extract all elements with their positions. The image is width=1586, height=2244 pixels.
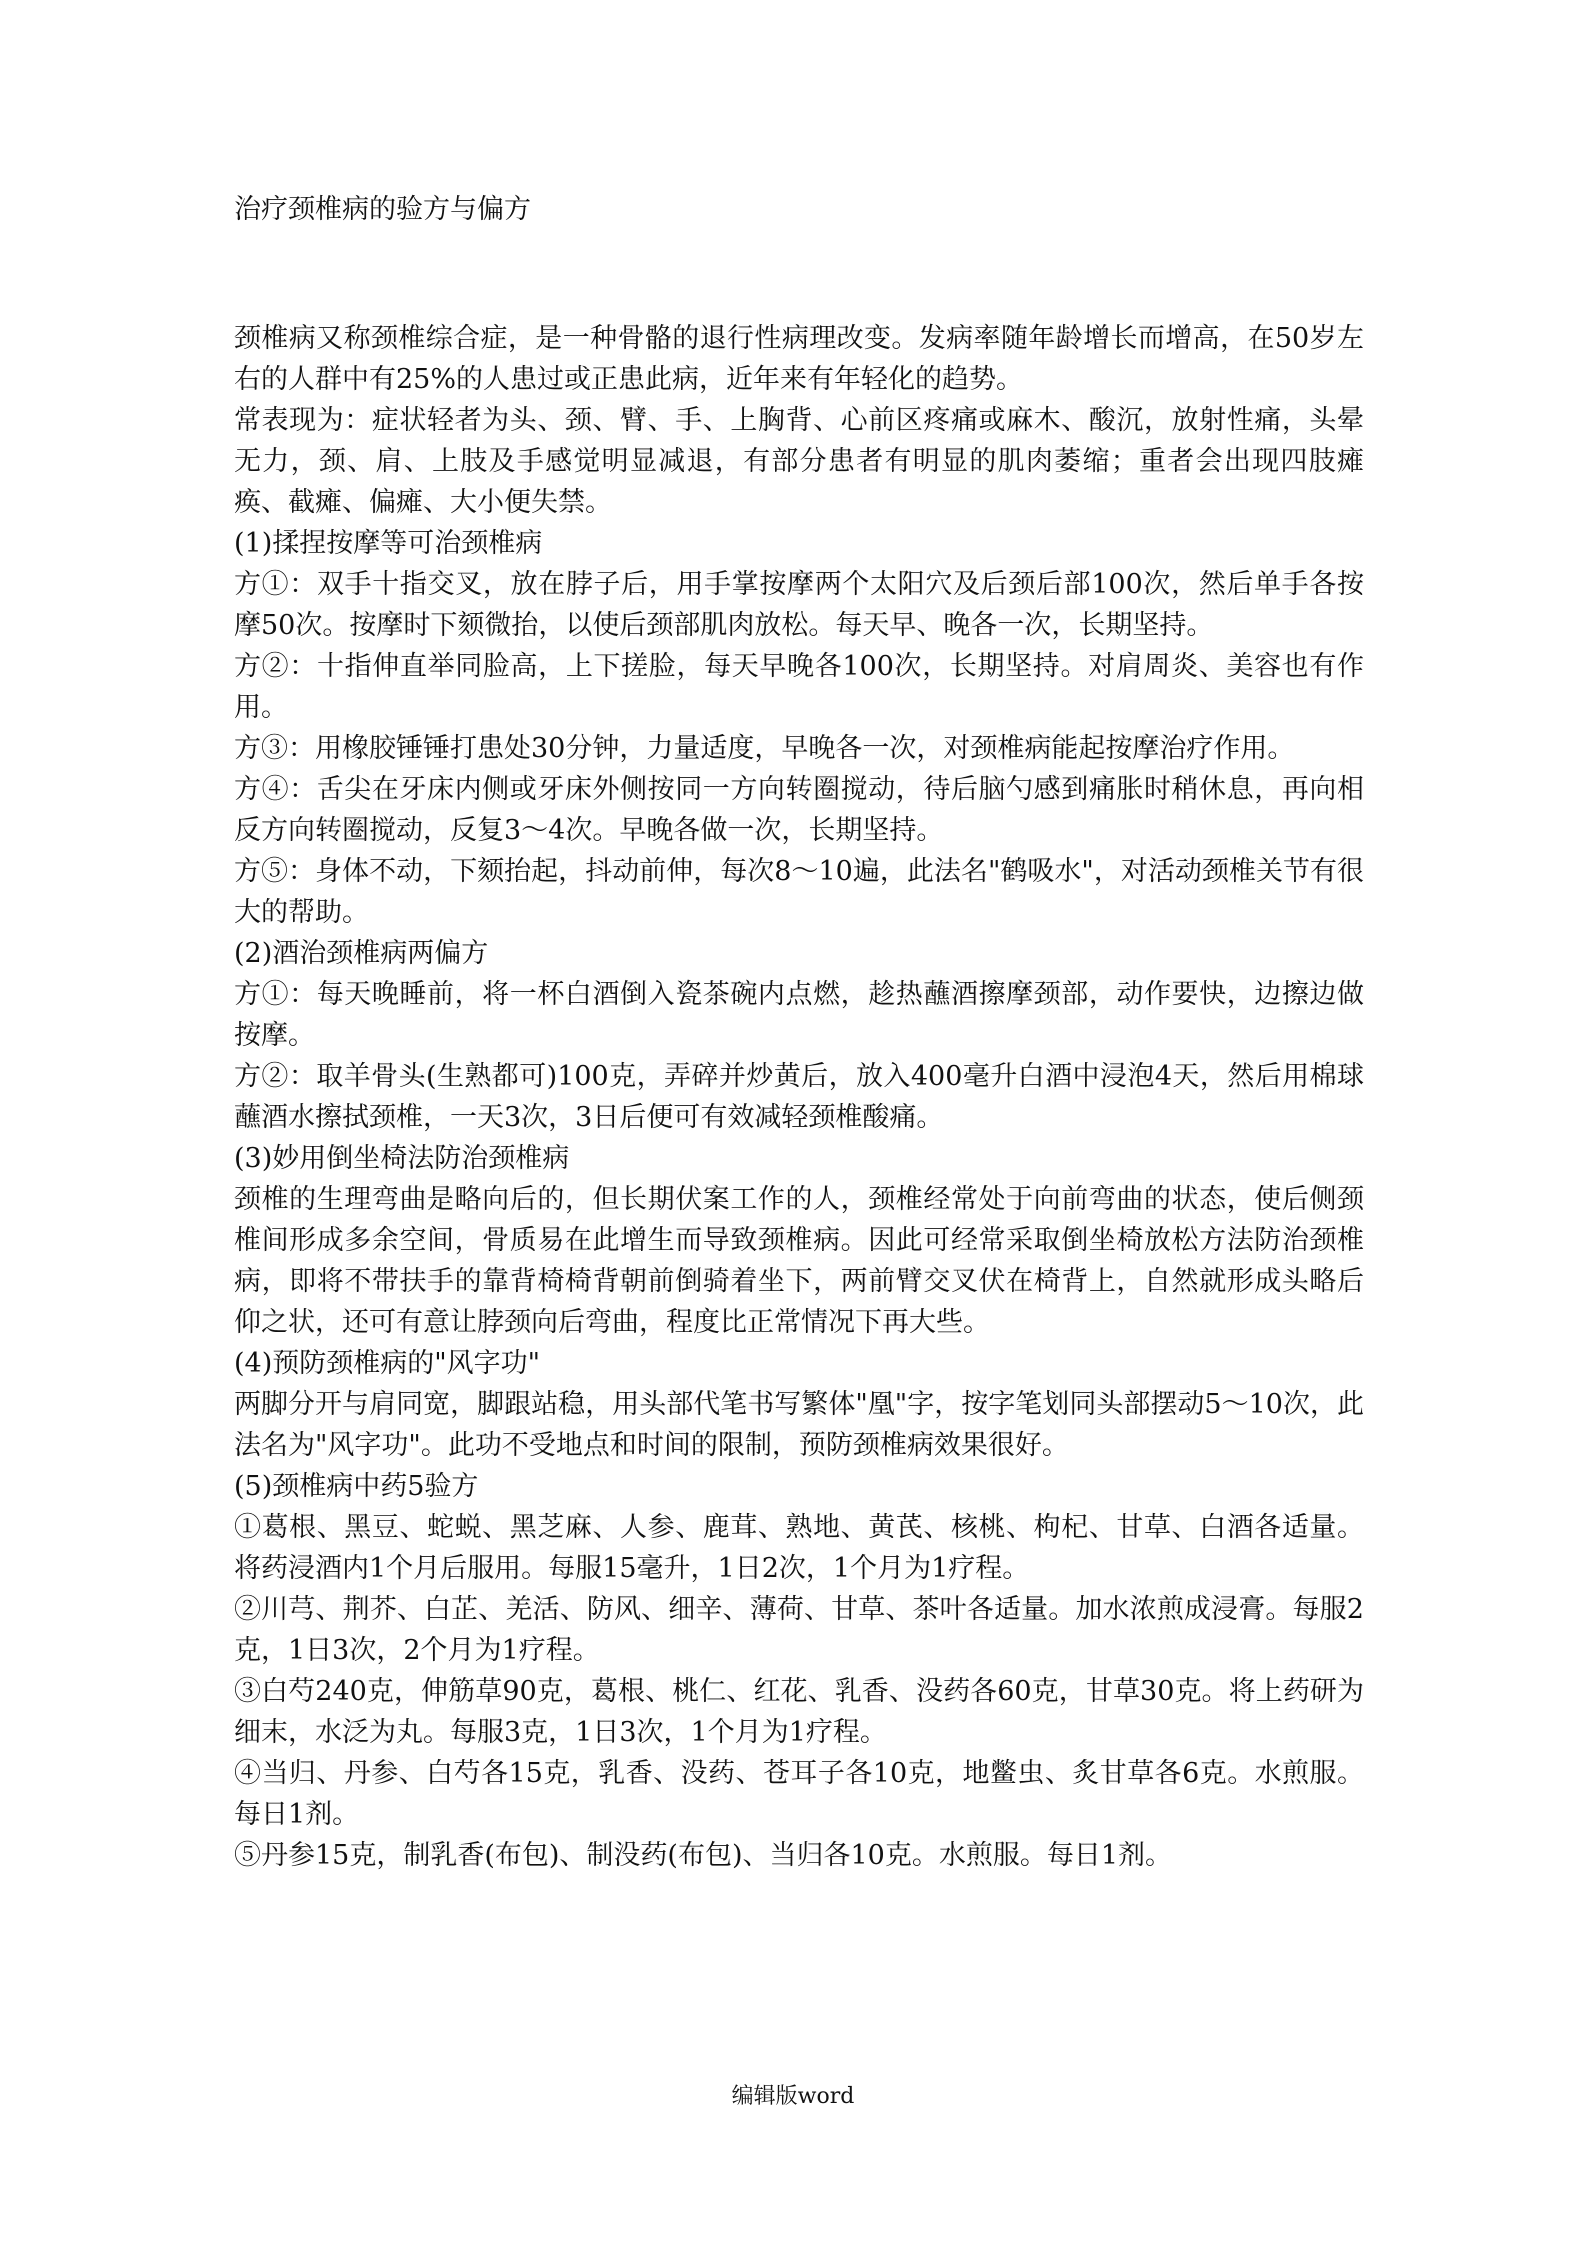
liquor-method-2: 方②：取羊骨头(生熟都可)100克，弄碎并炒黄后，放入400毫升白酒中浸泡4天，然后用棉球蘸酒水擦拭颈椎，一天3次，3日后便可有效减轻颈椎酸痛。	[234, 1061, 1364, 1133]
section-heading-liquor: (2)酒治颈椎病两偏方	[234, 938, 489, 969]
section-heading-massage: (1)揉捏按摩等可治颈椎病	[234, 528, 543, 559]
section-heading-feng: (4)预防颈椎病的"风字功"	[234, 1348, 541, 1379]
intro-paragraph: 颈椎病又称颈椎综合症，是一种骨骼的退行性病理改变。发病率随年龄增长而增高，在50岁左右的人群中有25%的人患过或正患此病，近年来有年轻化的趋势。	[234, 323, 1364, 395]
page-footer: 编辑版word	[731, 2084, 855, 2109]
massage-method-4: 方④：舌尖在牙床内侧或牙床外侧按同一方向转圈搅动，待后脑勺感到痛胀时稍休息，再向相反方向转圈搅动，反复3～4次。早晚各做一次，长期坚持。	[234, 774, 1364, 846]
section-heading-herbal: (5)颈椎病中药5验方	[234, 1471, 479, 1502]
herbal-recipe-1: ①葛根、黑豆、蛇蜕、黑芝麻、人参、鹿茸、熟地、黄芪、核桃、枸杞、甘草、白酒各适量。将药浸酒内1个月后服用。每服15毫升，1日2次，1个月为1疗程。	[234, 1512, 1364, 1584]
massage-method-1: 方①：双手十指交叉，放在脖子后，用手掌按摩两个太阳穴及后颈后部100次，然后单手各按摩50次。按摩时下颏微抬，以使后颈部肌肉放松。每天早、晚各一次，长期坚持。	[234, 569, 1364, 641]
document-body	[234, 318, 1364, 1876]
feng-method-paragraph: 两脚分开与肩同宽，脚跟站稳，用头部代笔书写繁体"凰"字，按字笔划同头部摆动5～10次，此法名为"风字功"。此功不受地点和时间的限制，预防颈椎病效果很好。	[234, 1389, 1364, 1461]
liquor-method-1: 方①：每天晚睡前，将一杯白酒倒入瓷茶碗内点燃，趁热蘸酒擦摩颈部，动作要快，边擦边做按摩。	[234, 979, 1364, 1051]
herbal-recipe-5: ⑤丹参15克，制乳香(布包)、制没药(布包)、当归各10克。水煎服。每日1剂。	[234, 1840, 1173, 1871]
herbal-recipe-4: ④当归、丹参、白芍各15克，乳香、没药、苍耳子各10克，地鳖虫、炙甘草各6克。水煎服。每日1剂。	[234, 1758, 1364, 1830]
massage-method-5: 方⑤：身体不动，下颏抬起，抖动前伸，每次8～10遍，此法名"鹤吸水"，对活动颈椎关节有很大的帮助。	[234, 856, 1364, 928]
massage-method-2: 方②：十指伸直举同脸高，上下搓脸，每天早晚各100次，长期坚持。对肩周炎、美容也有作用。	[234, 651, 1364, 723]
herbal-recipe-3: ③白芍240克，伸筋草90克，葛根、桃仁、红花、乳香、没药各60克，甘草30克。将上药研为细末，水泛为丸。每服3克，1日3次，1个月为1疗程。	[234, 1676, 1364, 1748]
chair-method-paragraph: 颈椎的生理弯曲是略向后的，但长期伏案工作的人，颈椎经常处于向前弯曲的状态，使后侧颈椎间形成多余空间，骨质易在此增生而导致颈椎病。因此可经常采取倒坐椅放松方法防治颈椎病，即将不带扶手的靠背椅椅背朝前倒骑着坐下，两前臂交叉伏在椅背上，自然就形成头略后仰之状，还可有意让脖颈向后弯曲，程度比正常情况下再大些。	[234, 1184, 1364, 1338]
massage-method-3: 方③：用橡胶锤锤打患处30分钟，力量适度，早晚各一次，对颈椎病能起按摩治疗作用。	[234, 733, 1295, 764]
document-title: 治疗颈椎病的验方与偏方	[234, 194, 531, 225]
section-heading-chair: (3)妙用倒坐椅法防治颈椎病	[234, 1143, 570, 1174]
symptoms-paragraph: 常表现为：症状轻者为头、颈、臂、手、上胸背、心前区疼痛或麻木、酸沉，放射性痛，头晕无力，颈、肩、上肢及手感觉明显减退，有部分患者有明显的肌肉萎缩；重者会出现四肢瘫痪、截瘫、偏瘫、大小便失禁。	[234, 405, 1364, 518]
herbal-recipe-2: ②川芎、荆芥、白芷、羌活、防风、细辛、薄荷、甘草、茶叶各适量。加水浓煎成浸膏。每服2克，1日3次，2个月为1疗程。	[234, 1594, 1364, 1666]
